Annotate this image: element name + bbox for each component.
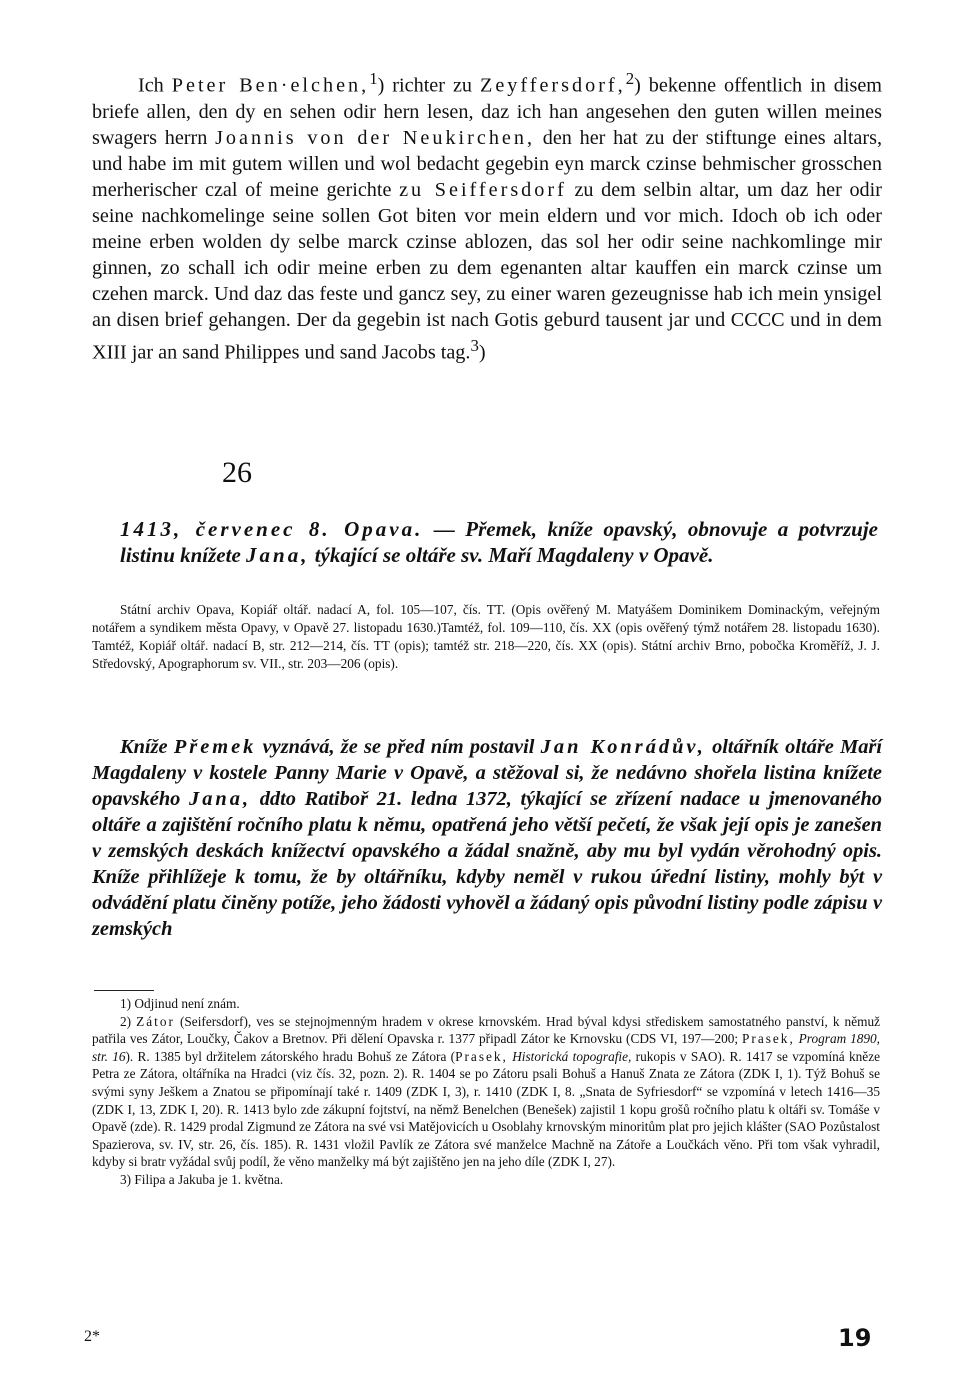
summary-text-2: vyznává, že se před ním postavil — [262, 736, 535, 758]
footnote-2 — [92, 1013, 880, 1171]
place-name-1: Zeyffersdorf, — [480, 74, 626, 97]
footnote-3 — [92, 1171, 880, 1189]
footnote-2-work-2: Historická topografie, — [512, 1048, 632, 1064]
charter-paragraph — [92, 66, 882, 365]
footnote-1-text: Odjinud není znám. — [134, 996, 240, 1011]
footnote-1-mark: 1) — [120, 996, 132, 1011]
footnote-2-name: Zátor — [136, 1013, 175, 1029]
footnote-3-text: Filipa a Jakuba je 1. května. — [134, 1171, 284, 1187]
regest-text-1: — Přemek, kníže opavský, obnovuje a potvrzuje listinu knížete — [120, 517, 879, 567]
charter-text-3: den her hat zu der stiftunge eines altars, und habe im mit gutem willen und wol bedacht gegebin eyn marck czinse behmischer grosschen merherischer czal of meine gerichte — [92, 126, 883, 201]
footnote-2-author-1: Prasek, — [742, 1031, 795, 1047]
summary-text-4: ddto Ratiboř 21. ledna 1372, týkající se zřízení nadace u jmenovaného oltáře a zajištění ročního platu k němu, opatřená jeho větší pečetí, že však její opis je zanešen v zemských deskách knížectví opavského a žádal snažně, aby mu byl vydán věrohodný opis. Kníže přihlížeje k tomu, že by oltářníku, kdyby neměl v rukou úřední listiny, mohly být v odvádění platu činěny potíže, jeho žádosti vyhověl a žádaný opis původní listiny podle zápisu v zemských — [92, 788, 882, 940]
regest-heading — [120, 516, 878, 568]
summary-text-3: oltářník oltáře Maří Magdaleny v kostele Panny Marie v Opavě, a stěžoval si, že nedávno shořela listina knížete opavského — [92, 736, 882, 810]
signature-mark: 2* — [84, 1328, 100, 1345]
charter-intro: Ich — [138, 74, 164, 97]
summary-name-jan: Jan Konrádův, — [540, 736, 706, 758]
footnote-2-author-2: Prasek, — [455, 1048, 508, 1064]
footnote-2-text-b: ). R. 1385 byl držitelem zátorského hradu Bohuš ze Zátora ( — [125, 1048, 456, 1064]
footnote-divider — [94, 990, 154, 991]
regest-date: 1413, červenec 8. Opava. — [120, 517, 424, 541]
summary-name-jana: Jana, — [189, 788, 252, 810]
footnote-ref-3: 3 — [470, 335, 479, 355]
charter-text-2: ) bekenne offentlich in disem briefe allen, den dy en sehen odir hern lesen, daz ich han angesehen den guten willen meines swagers herrn — [92, 74, 883, 149]
place-name-2: zu Seiffersdorf — [399, 178, 567, 201]
footnote-3-mark: 3) — [120, 1171, 132, 1187]
sources-text: Státní archiv Opava, Kopiář oltář. nadací A, fol. 105—107, čís. TT. (Opis ověřený M. Matyášem Dominikem Dominackým, veřejným notářem a syndikem města Opavy, v Opavě 27. listopadu 1630.)Tamtéž, fol. 109—110, čís. XX (opis ověřený týmž notářem 28. listopadu 1630). Tamtéž, Kopiář oltář. nadací B, str. 212—214, čís. TT (opis); tamtéž str. 218—220, čís. XX (opis). Státní archiv Brno, pobočka Kroměříž, J. J. Středovský, Apographorum sv. VII., str. 203—206 (opis). — [92, 602, 880, 671]
footnote-ref-2: 2 — [625, 69, 635, 88]
charter-text-1: ) richter zu — [377, 74, 473, 97]
charter-text-5: ) — [478, 341, 486, 364]
footnote-ref-1: 1 — [369, 69, 378, 88]
footnote-1 — [92, 995, 880, 1013]
charter-text-4: zu dem selbin altar, um daz her odir seine nachkomelinge seine sollen Got biten vor mein eldern und vor mich. Idoch ob ich oder meine erben wolden dy selbe marck czinse ablozen, das sol her odir seine nachkomlinge mir ginnen, zo schall ich odir meine erben zu dem egenanten altar kauffen ein marck czinse um czehen marck. Und daz das feste und gancz sey, zu einer waren gezeugnisse hab ich mein ynsigel an disen brief gehangen. Der da gegebin ist nach Gotis geburd tausent jar und CCCC und in dem XIII jar an sand Philippes und sand Jacobs tag. — [92, 178, 882, 364]
footnote-2-text-a: (Seifersdorf), ves se stejnojmenným hradem v okrese krnovském. Hrad býval kdysi střediskem samostatného panství, k němuž patřila ves Zátor, Loučky, Čakov a Bretnov. Při dělení Opavska r. 1377 připadl Zátor ke Krnovsku (CDS VI, 197—200; — [92, 1013, 880, 1047]
summary-name-premek: Přemek — [173, 736, 257, 758]
summary-text — [92, 734, 882, 942]
summary-paragraph — [92, 734, 882, 942]
regest-text-2: týkající se oltáře sv. Maří Magdaleny v Opavě. — [314, 543, 714, 567]
issuer-name: Peter Ben·elchen, — [171, 74, 370, 97]
charter-text — [92, 66, 882, 365]
footnote-2-text-c: rukopis v SAO). R. 1417 se vzpomíná kněze Petra ze Zátora, oltářníka na Hradci (viz čís. 32, pozn. 2). R. 1404 se po Zátoru psali Bohuš a Hanuš Znata ze Zátora (ZDK I, 1). Týž Bohuš se svými syny Ješkem a Znatou se připomínají také r. 1409 (ZDK I, 3), r. 1410 (ZDK I, 8. „Snata de Syfriesdorf“ se vzpomíná v letech 1416—35 (ZDK I, 13, ZDK I, 20). R. 1413 bylo zde zákupní fojtství, na němž Benelchen (Benešek) zajistil 1 kopu grošů ročního platu k oltáři sv. Tomáše v Opavě (zde). R. 1429 prodal Zigmund ze Zátora na své vsi Matějovicích u Osoblahy krnovským minoritům plat pro jejich klášter (SAO Pozůstalost Spazierova, sv. IV, str. 26, čís. 185). R. 1431 vložil Pavlík ze Zátora své manželce Machně na Zátoře a Loučkách věno. Při tom však vyhradil, kdyby si bratr vyžádal svůj podíl, že věno manželky má být zajištěno jen na jeho díle (ZDK I, 27). — [92, 1048, 881, 1170]
footnote-2-mark: 2) — [120, 1013, 132, 1029]
summary-text-1: Kníže — [120, 736, 168, 758]
sources-note — [92, 601, 880, 673]
footnotes — [92, 995, 880, 1189]
footnote-2-work-1: Program 1890, str. 16 — [92, 1031, 881, 1064]
name-joannis: Joannis von der Neukirchen, — [215, 126, 536, 149]
regest-name-jana: Jana, — [246, 543, 310, 567]
page-number: 19 — [838, 1324, 872, 1352]
document-number: 26 — [222, 456, 252, 489]
